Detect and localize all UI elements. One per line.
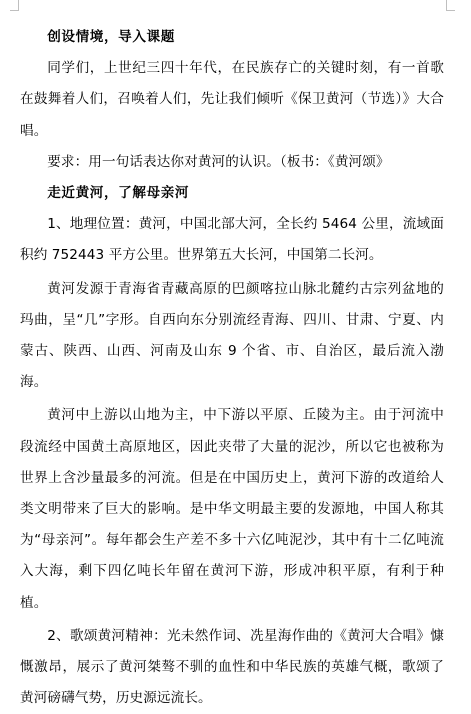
document-body — [20, 22, 444, 714]
paragraph-middle-reaches: 黄河中上游以山地为主，中下游以平原、丘陵为主。由于河流中段流经中国黄土高原地区，因此夹带了大量的泥沙，所以它也被称为世界上含沙量最多的河流。但是在中国历史上，黄河下游的改道给人类文明带来了巨大的影响。是中华文明最主要的发源地，中国人称其为“母亲河”。每年都会生产差不多十六亿吨泥沙，其中有十二亿吨流入大海，剩下四亿吨长年留在黄河下游，形成冲积平原，有利于种植。 — [20, 407, 444, 611]
paragraph-geography: 1、地理位置：黄河，中国北部大河，全长约 5464 公里，流域面积约 752443 平方公里。世界第五大长河，中国第二长河。 — [20, 216, 444, 264]
paragraph-spirit: 2、歌颂黄河精神：光未然作词、冼星海作曲的《黄河大合唱》慷慨激昂，展示了黄河桀骜不驯的血性和中华民族的英雄气概，歌颂了黄河磅礴气势，历史源远流长。 — [20, 627, 444, 707]
page-corner-mark-left — [10, 0, 19, 11]
paragraph-intro: 同学们，上世纪三四十年代，在民族存亡的关键时刻，有一首歌在鼓舞着人们，召唤着人们，先让我们倾听《保卫黄河（节选）》大合唱。 — [20, 60, 444, 139]
section-heading-intro: 创设情境，导入课题 — [47, 29, 175, 45]
paragraph-source: 黄河发源于青海省青藏高原的巴颜喀拉山脉北麓约古宗列盆地的玛曲，呈“几”字形。自西向东分别流经青海、四川、甘肃、宁夏、内蒙古、陕西、山西、河南及山东 9 个省、市、自治区，最后流入渤海。 — [20, 280, 444, 391]
page-corner-mark-right — [446, 0, 455, 11]
paragraph-requirement: 要求：用一句话表达你对黄河的认识。（板书：《黄河颂》 — [47, 153, 390, 170]
section-heading-yellow-river: 走近黄河，了解母亲河 — [47, 185, 190, 202]
